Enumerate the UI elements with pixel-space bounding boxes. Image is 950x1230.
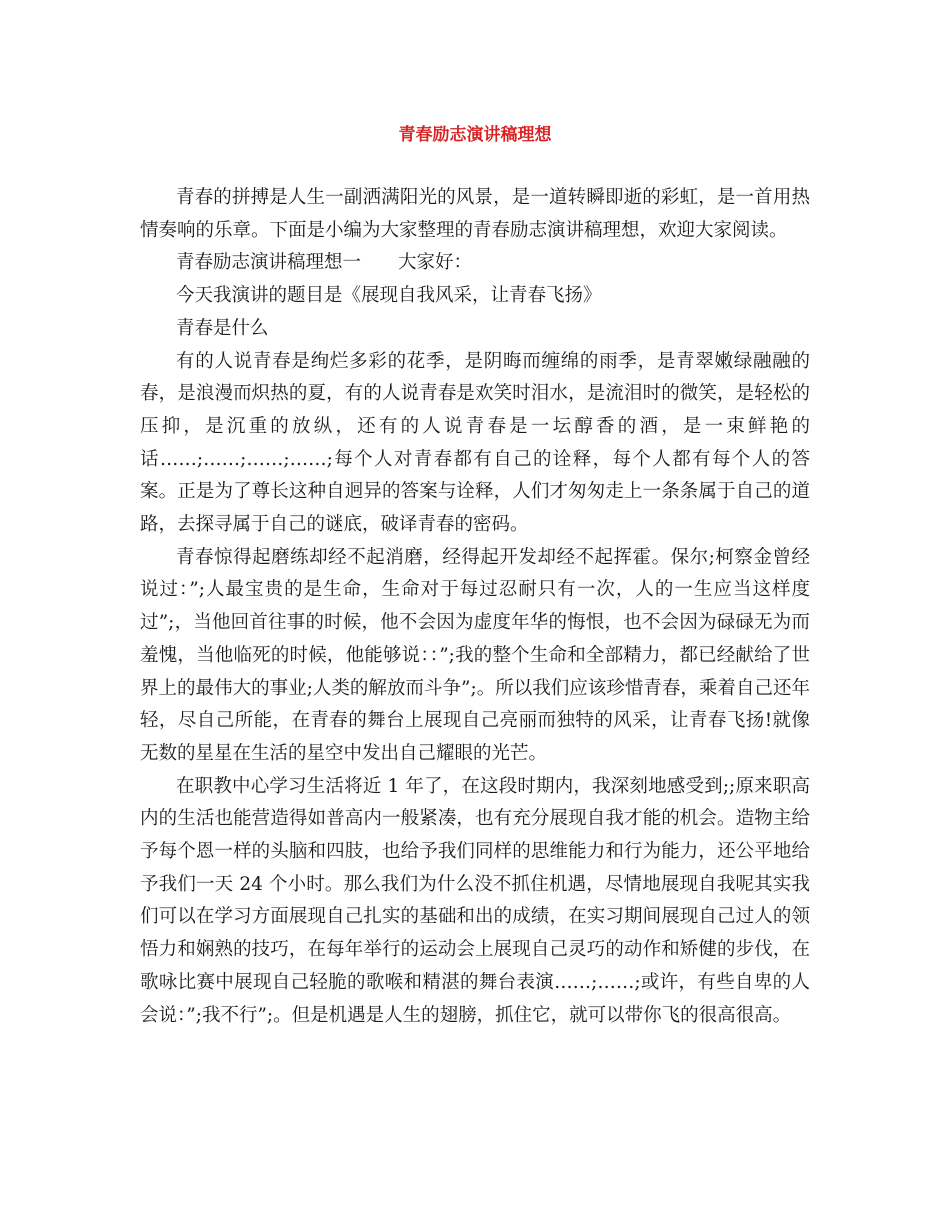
paragraph-topic: 今天我演讲的题目是《展现自我风采，让青春飞扬》 (176, 285, 602, 307)
paragraph-body-2: 青春惊得起磨练却经不起消磨，经得起开发却经不起挥霍。保尔;柯察金曾经说过：”;人最宝贵的是生命，生命对于每过忍耐只有一次，人的一生应当这样度过”;，当他回首往事的时候，他不会因为虚度年华的悔恨，也不会因为碌碌无为而羞愧，当他临死的时候，他能够说：：”;我的整个生命和全部精力，都已经献给了世界上的最伟大的事业;人类的解放而斗争”;。所以我们应该珍惜青春，乘着自己还年轻，尽自己所能，在青春的舞台上展现自己亮丽而独特的风采，让青春飞扬!就像无数的星星在生活的星空中发出自己耀眼的光芒。 (140, 546, 810, 764)
paragraph-greeting: 青春励志演讲稿理想一 大家好： (176, 252, 473, 274)
paragraph-body-3: 在职教中心学习生活将近 1 年了，在这段时期内，我深刻地感受到;;原来职高内的生活也能营造得如普高内一般紧凑，也有充分展现自我才能的机会。造物主给予每个恩一样的头脑和四肢，也给予我们同样的思维能力和行为能力，还公平地给予我们一天 24 个小时。那么我们为什么没不抓住机遇，尽情地展现自我呢其实我们可以在学习方面展现自己扎实的基础和出的成绩，在实习期间展现自己过人的领悟力和娴熟的技巧，在每年举行的运动会上展现自己灵巧的动作和矫健的步伐，在歌咏比赛中展现自己轻脆的歌喉和精湛的舞台表演……;……;或许，有些自卑的人会说：”;我不行”;。但是机遇是人生的翅膀，抓住它，就可以带你飞的很高很高。 (140, 775, 810, 1026)
paragraph-question: 青春是什么 (176, 317, 269, 339)
paragraph-body-1: 有的人说青春是绚烂多彩的花季，是阴晦而缠绵的雨季，是青翠嫩绿融融的春，是浪漫而炽热的夏，有的人说青春是欢笑时泪水，是流泪时的微笑，是轻松的压抑，是沉重的放纵，还有的人说青春是一坛醇香的酒，是一束鲜艳的话……;……;……;……;每个人对青春都有自己的诠释，每个人都有每个人的答案。正是为了尊长这种自迥异的答案与诠释，人们才匆匆走上一条条属于自己的道路，去探寻属于自己的谜底，破译青春的密码。 (140, 350, 810, 536)
document-title: 青春励志演讲稿理想 (398, 125, 552, 145)
paragraph-intro: 青春的拼搏是人生一副洒满阳光的风景，是一道转瞬即逝的彩虹，是一首用热情奏响的乐章。下面是小编为大家整理的青春励志演讲稿理想，欢迎大家阅读。 (140, 187, 810, 241)
